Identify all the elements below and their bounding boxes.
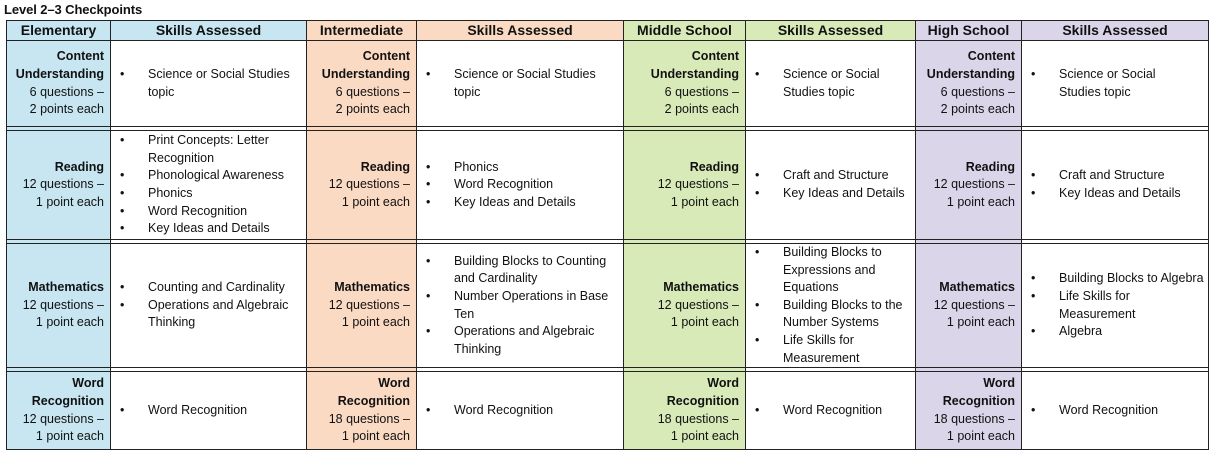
skills-word-el bbox=[111, 372, 307, 450]
header-high-school: High School bbox=[916, 21, 1022, 41]
row-word-recognition bbox=[7, 372, 1209, 450]
list-item: • Key Ideas and Details bbox=[111, 220, 306, 238]
skills-word-hs bbox=[1022, 372, 1209, 450]
skills-reading-ms bbox=[746, 131, 916, 240]
list-item: • Building Blocks to Counting and Cardinality bbox=[417, 253, 623, 288]
list-item: • Word Recognition bbox=[111, 203, 306, 221]
skills-math-in bbox=[417, 244, 624, 368]
header-skills-middle: Skills Assessed bbox=[746, 21, 916, 41]
list-item: • Building Blocks to Expressions and Equations bbox=[746, 244, 915, 297]
list-item: • Word Recognition bbox=[417, 176, 623, 194]
label-math-el: Mathematics 12 questions – 1 point each bbox=[7, 244, 111, 368]
list-item: • Key Ideas and Details bbox=[746, 185, 915, 203]
skills-content-ms bbox=[746, 41, 916, 127]
list-item: • Phonological Awareness bbox=[111, 167, 306, 185]
skills-content-in bbox=[417, 41, 624, 127]
header-skills-high: Skills Assessed bbox=[1022, 21, 1209, 41]
skills-math-el bbox=[111, 244, 307, 368]
skills-content-el bbox=[111, 41, 307, 127]
list-item: • Number Operations in Base Ten bbox=[417, 288, 623, 323]
list-item: • Phonics bbox=[111, 185, 306, 203]
skills-word-ms bbox=[746, 372, 916, 450]
list-item: • Science or Social Studies topic bbox=[1022, 66, 1208, 101]
list-item: • Life Skills for Measurement bbox=[746, 332, 915, 367]
checkpoints-table bbox=[6, 20, 1209, 450]
list-item: • Print Concepts: Letter Recognition bbox=[111, 132, 306, 167]
label-word-ms: Word Recognition 18 questions – 1 point each bbox=[624, 372, 746, 450]
list-item: • Operations and Algebraic Thinking bbox=[111, 297, 306, 332]
label-content-in: Content Understanding 6 questions – 2 points each bbox=[307, 41, 417, 127]
label-reading-hs: Reading 12 questions – 1 point each bbox=[916, 131, 1022, 240]
list-item: • Word Recognition bbox=[417, 402, 623, 420]
header-intermediate: Intermediate bbox=[307, 21, 417, 41]
list-item: • Phonics bbox=[417, 159, 623, 177]
list-item: • Word Recognition bbox=[746, 402, 915, 420]
row-content-understanding bbox=[7, 41, 1209, 127]
list-item: • Craft and Structure bbox=[746, 167, 915, 185]
header-skills-intermediate: Skills Assessed bbox=[417, 21, 624, 41]
label-content-el: Content Understanding 6 questions – 2 points each bbox=[7, 41, 111, 127]
list-item: • Life Skills for Measurement bbox=[1022, 288, 1208, 323]
page-title: Level 2–3 Checkpoints bbox=[4, 2, 143, 17]
label-math-ms: Mathematics 12 questions – 1 point each bbox=[624, 244, 746, 368]
skills-reading-hs bbox=[1022, 131, 1209, 240]
list-item: • Craft and Structure bbox=[1022, 167, 1208, 185]
list-item: • Algebra bbox=[1022, 323, 1208, 341]
list-item: • Key Ideas and Details bbox=[417, 194, 623, 212]
label-word-in: Word Recognition 18 questions – 1 point each bbox=[307, 372, 417, 450]
list-item: • Building Blocks to the Number Systems bbox=[746, 297, 915, 332]
list-item: • Science or Social Studies topic bbox=[417, 66, 623, 101]
list-item: • Science or Social Studies topic bbox=[111, 66, 306, 101]
label-content-ms: Content Understanding 6 questions – 2 points each bbox=[624, 41, 746, 127]
skills-reading-in bbox=[417, 131, 624, 240]
label-word-hs: Word Recognition 18 questions – 1 point each bbox=[916, 372, 1022, 450]
label-content-hs: Content Understanding 6 questions – 2 points each bbox=[916, 41, 1022, 127]
list-item: • Key Ideas and Details bbox=[1022, 185, 1208, 203]
label-word-el: Word Recognition 12 questions – 1 point each bbox=[7, 372, 111, 450]
list-item: • Operations and Algebraic Thinking bbox=[417, 323, 623, 358]
list-item: • Building Blocks to Algebra bbox=[1022, 270, 1208, 288]
label-reading-ms: Reading 12 questions – 1 point each bbox=[624, 131, 746, 240]
label-math-in: Mathematics 12 questions – 1 point each bbox=[307, 244, 417, 368]
skills-reading-el bbox=[111, 131, 307, 240]
label-reading-in: Reading 12 questions – 1 point each bbox=[307, 131, 417, 240]
list-item: • Word Recognition bbox=[111, 402, 306, 420]
row-reading bbox=[7, 131, 1209, 240]
skills-math-hs bbox=[1022, 244, 1209, 368]
header-row bbox=[7, 21, 1209, 41]
row-mathematics bbox=[7, 244, 1209, 368]
header-middle-school: Middle School bbox=[624, 21, 746, 41]
header-elementary: Elementary bbox=[7, 21, 111, 41]
list-item: • Counting and Cardinality bbox=[111, 279, 306, 297]
list-item: • Science or Social Studies topic bbox=[746, 66, 915, 101]
list-item: • Word Recognition bbox=[1022, 402, 1208, 420]
skills-content-hs bbox=[1022, 41, 1209, 127]
skills-word-in bbox=[417, 372, 624, 450]
skills-math-ms bbox=[746, 244, 916, 368]
header-skills-elementary: Skills Assessed bbox=[111, 21, 307, 41]
label-math-hs: Mathematics 12 questions – 1 point each bbox=[916, 244, 1022, 368]
label-reading-el: Reading 12 questions – 1 point each bbox=[7, 131, 111, 240]
